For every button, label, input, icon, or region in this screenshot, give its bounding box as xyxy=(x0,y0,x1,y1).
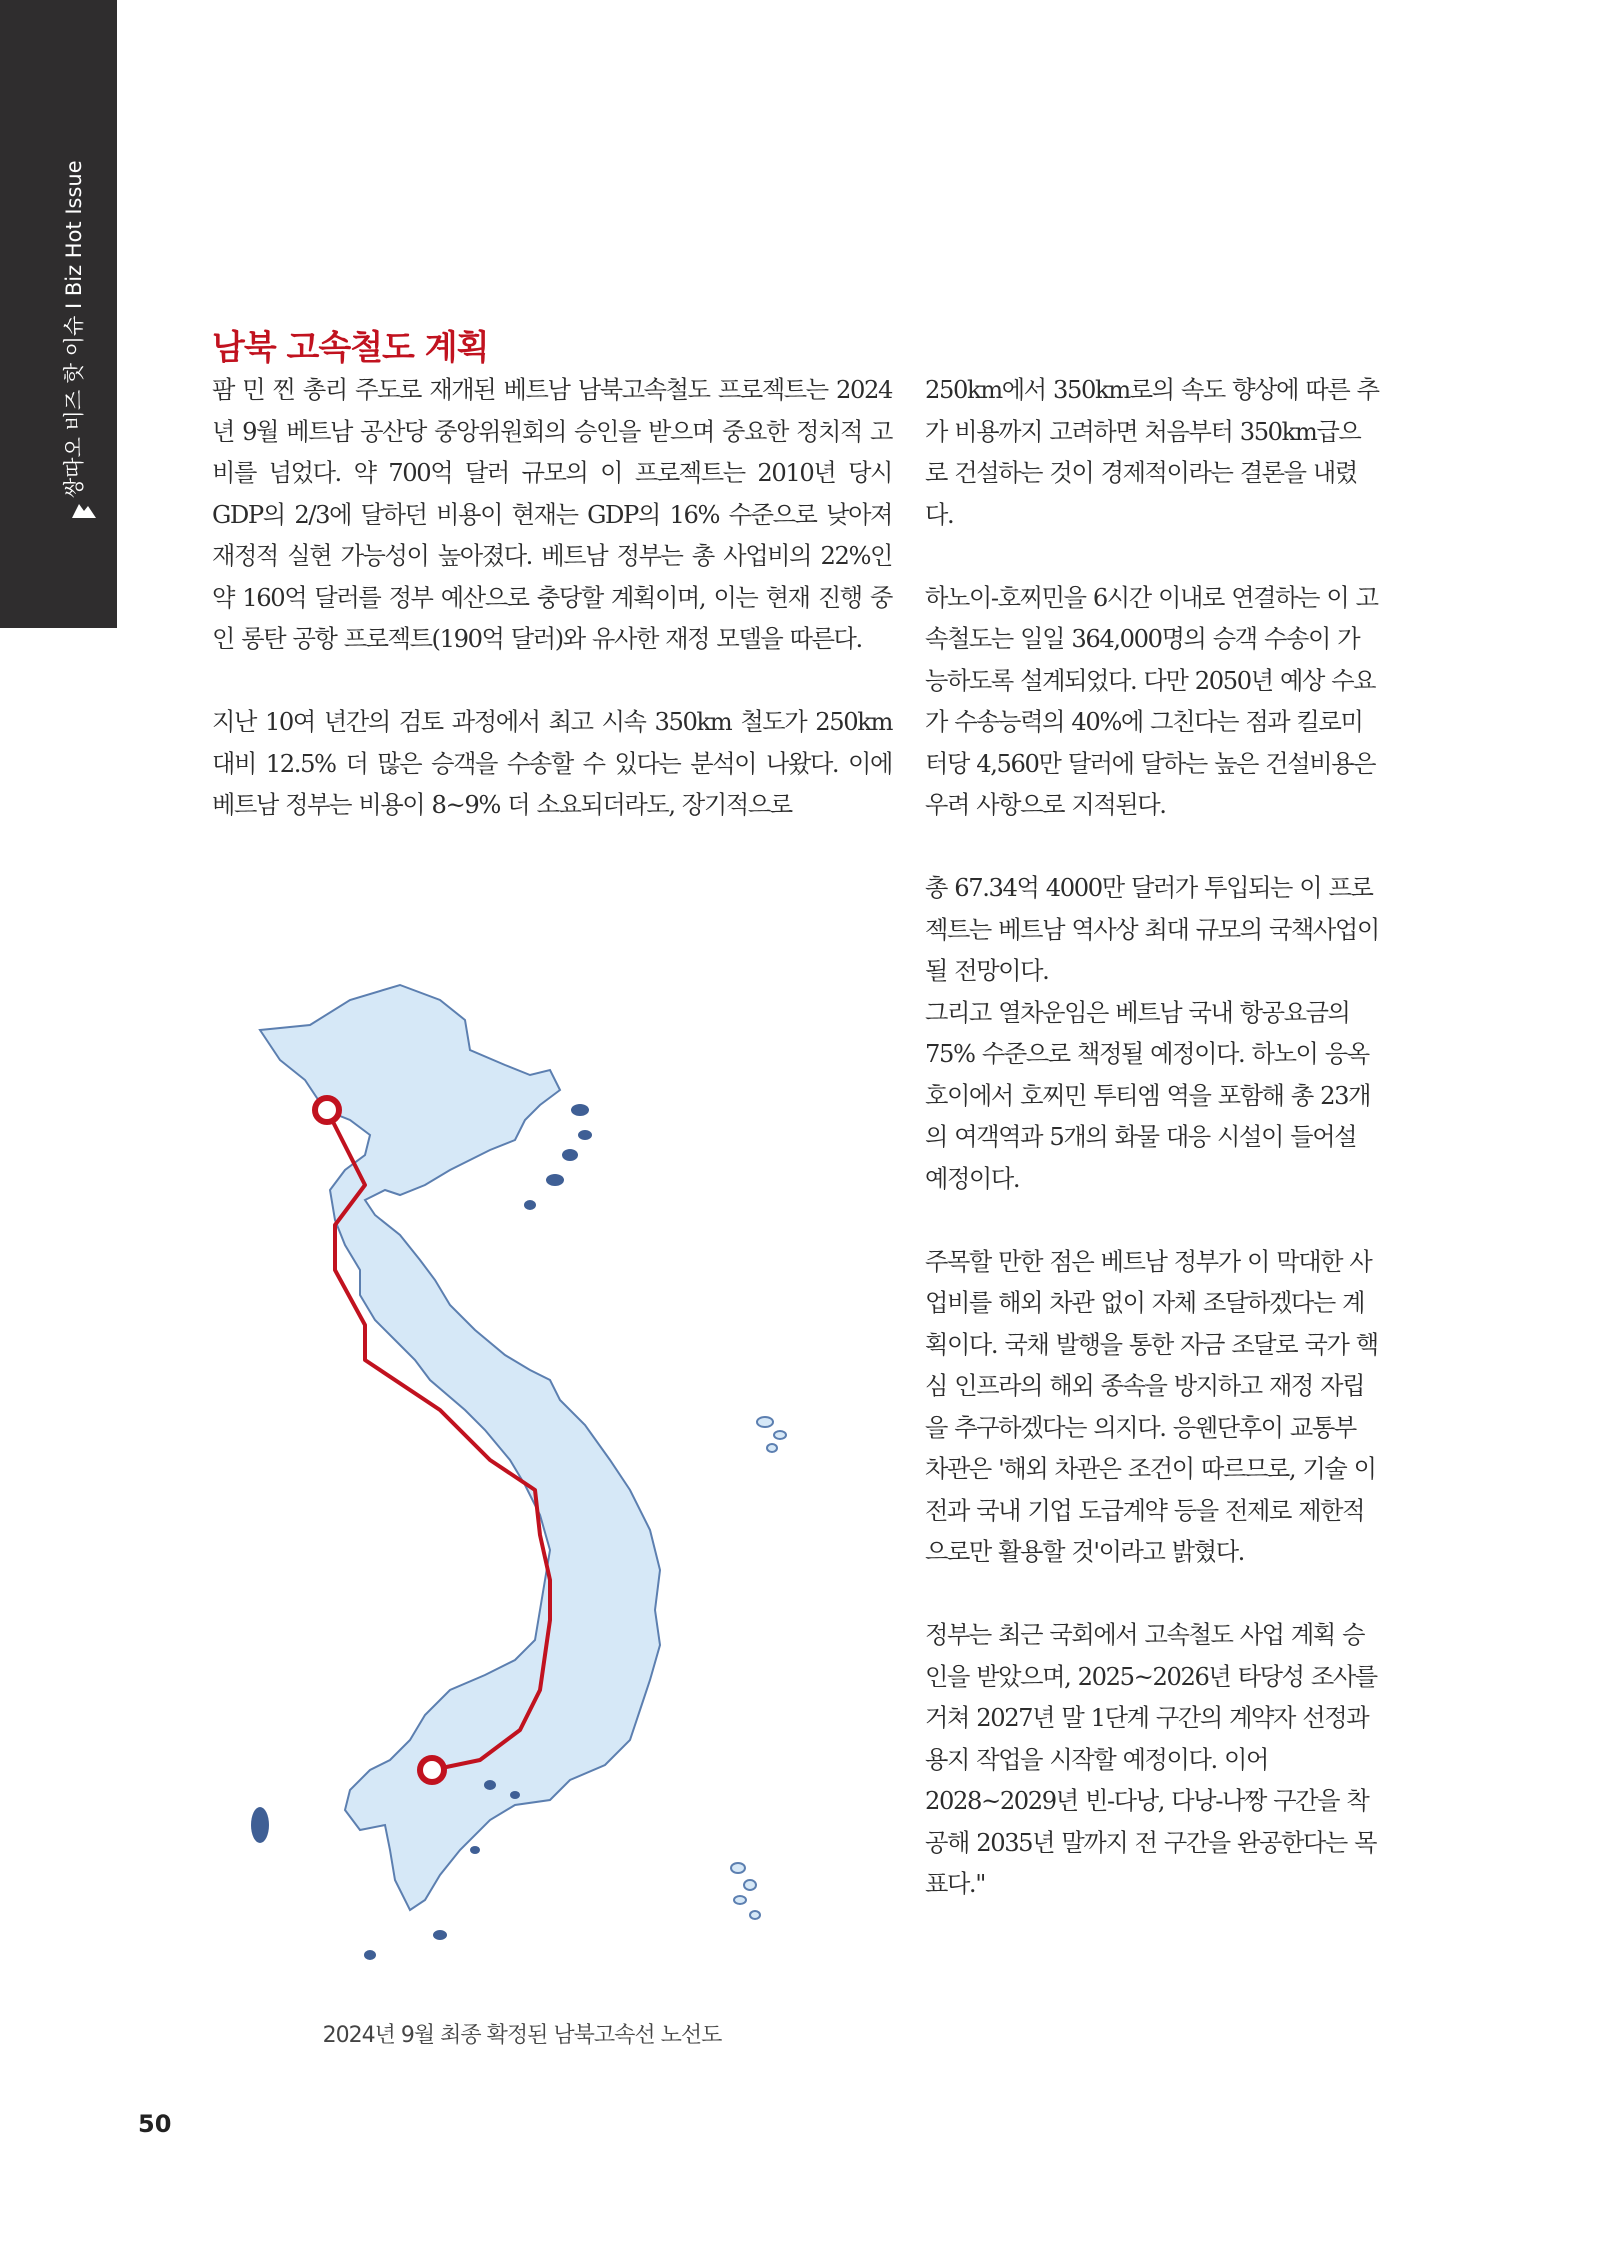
paragraph: 250km에서 350km로의 속도 향상에 따른 추가 비용까지 고려하면 처음부터 350km급으로 건설하는 것이 경제적이라는 결론을 내렸다. xyxy=(925,376,1379,529)
paracel-islands xyxy=(731,1417,786,1919)
article-left-column xyxy=(212,370,892,827)
hochiminh-station-marker xyxy=(420,1758,444,1782)
paragraph: 정부는 최근 국회에서 고속철도 사업 계획 승인을 받았으며, 2025~2026년 타당성 조사를 거쳐 2027년 말 1단계 구간의 계약자 선정과 용지 작업을 시작할 예정이다. 이어 2028~2029년 빈-다낭, 다낭-나짱 구간을 착공해 2035년 말까지 전 구간을 완공한다는 목표다." xyxy=(925,1621,1377,1898)
paragraph: 주목할 만한 점은 베트남 정부가 이 막대한 사업비를 해외 차관 없이 자체 조달하겠다는 계획이다. 국채 발행을 통한 자금 조달로 국가 핵심 인프라의 해외 종속을 방지하고 재정 자립을 추구하겠다는 의지다. 응웬단후이 교통부 차관은 '해외 차관은 조건이 따르므로, 기술 이전과 국내 기업 도급계약 등을 전제로 제한적으로만 활용할 것'이라고 밝혔다. xyxy=(925,1247,1378,1566)
article-heading: 남북 고속철도 계획 xyxy=(212,328,489,368)
map-caption: 2024년 9월 최종 확정된 남북고속선 노선도 xyxy=(322,2023,722,2048)
page-number: 50 xyxy=(138,2110,172,2138)
article-right-column xyxy=(925,370,1380,1906)
vietnam-railway-map xyxy=(250,970,820,1970)
paragraph: 하노이-호찌민을 6시간 이내로 연결하는 이 고속철도는 일일 364,000명의 승객 수송이 가능하도록 설계되었다. 다만 2050년 예상 수요가 수송능력의 40%에 그친다는 점과 킬로미터당 4,560만 달러에 달하는 높은 건설비용은 우려 사항으로 지적된다. xyxy=(925,583,1378,819)
paragraph: 지난 10여 년간의 검토 과정에서 최고 시속 350km 철도가 250km 대비 12.5% 더 많은 승객을 수송할 수 있다는 분석이 나왔다. 이에 베트남 정부는 비용이 8~9% 더 소요되더라도, 장기적으로 xyxy=(212,708,892,819)
paragraph: 팜 민 찐 총리 주도로 재개된 베트남 남북고속철도 프로젝트는 2024년 9월 베트남 공산당 중앙위원회의 승인을 받으며 중요한 정치적 고비를 넘었다. 약 700억 달러 규모의 이 프로젝트는 2010년 당시 GDP의 2/3에 달하던 비용이 현재는 GDP의 16% 수준으로 낮아져 재정적 실현 가능성이 높아졌다. 베트남 정부는 총 사업비의 22%인 약 160억 달러를 정부 예산으로 충당할 계획이며, 이는 현재 진행 중인 롱탄 공항 프로젝트(190억 달러)와 유사한 재정 모델을 따른다. xyxy=(212,376,892,653)
paragraph: 총 67.34억 4000만 달러가 투입되는 이 프로젝트는 베트남 역사상 최대 규모의 국책사업이 될 전망이다. xyxy=(925,874,1379,985)
section-sidebar xyxy=(0,0,117,628)
hanoi-station-marker xyxy=(315,1098,339,1122)
vietnam-landmass xyxy=(260,985,660,1910)
paragraph: 그리고 열차운임은 베트남 국내 항공요금의 75% 수준으로 책정될 예정이다. 하노이 응옥호이에서 호찌민 투티엠 역을 포함해 총 23개의 여객역과 5개의 화물 대응 시설이 들어설 예정이다. xyxy=(925,998,1371,1193)
section-label: 쌍따오 비즈 핫 이슈 I Biz Hot Issue xyxy=(62,160,86,498)
magazine-logo-icon xyxy=(70,496,98,524)
